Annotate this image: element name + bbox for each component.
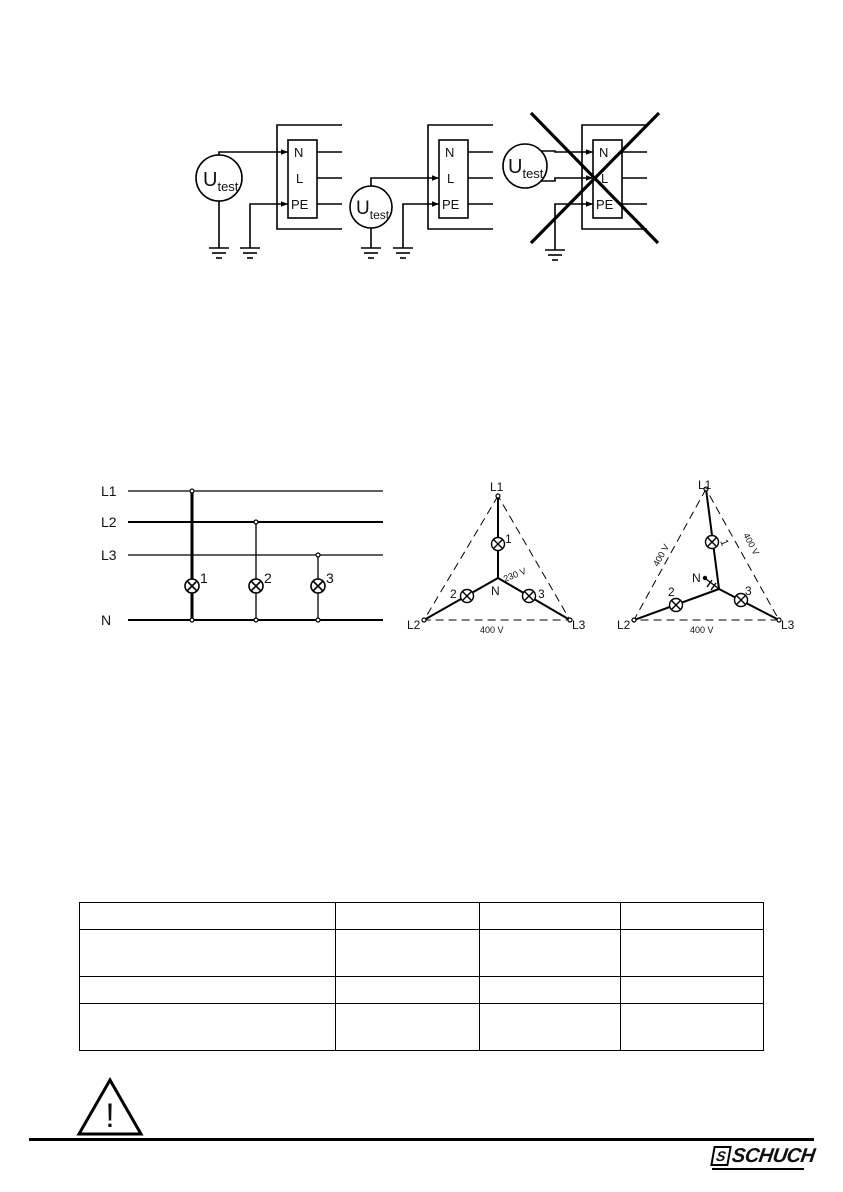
lamp-number: 2 — [668, 585, 675, 599]
vertex-dot — [632, 618, 636, 622]
vertex-dot — [422, 618, 426, 622]
line-label-l1: L1 — [101, 483, 117, 499]
vertex-dot — [496, 494, 500, 498]
source-label: Utest — [508, 156, 544, 181]
table-cell — [80, 930, 336, 977]
line-label-l2: L2 — [101, 514, 117, 530]
terminal-label-l: L — [296, 171, 304, 186]
table-cell — [621, 930, 764, 977]
panel-c-incorrect — [503, 113, 659, 260]
junction-dot — [254, 618, 258, 622]
neutral-label: N — [692, 571, 701, 585]
warning-icon — [76, 1077, 144, 1137]
lamp-number: 1 — [505, 532, 512, 546]
junction-dot — [316, 618, 320, 622]
line-voltage-label: 400 V — [651, 542, 672, 568]
star-diagram-balanced — [422, 494, 572, 622]
terminal-label-l: L — [447, 171, 455, 186]
table-cell — [80, 1004, 336, 1051]
lead-to-pe — [250, 204, 288, 248]
lamp-number: 3 — [745, 584, 752, 598]
terminal-label-n: N — [599, 145, 609, 160]
source-label: Utest — [203, 169, 239, 194]
lamp-number: 2 — [264, 570, 272, 586]
table-cell — [80, 903, 336, 930]
table-row — [80, 977, 764, 1004]
earth-symbol — [393, 248, 413, 258]
line-label-l3: L3 — [101, 547, 117, 563]
earth-symbol — [361, 248, 381, 258]
lamp-number: 2 — [450, 587, 457, 601]
lamp-number: 1 — [200, 570, 208, 586]
lamp-symbol — [523, 590, 536, 603]
lamp-symbol — [670, 599, 683, 612]
neutral-point-dot — [703, 576, 707, 580]
vertex-label-l1: L1 — [698, 478, 712, 492]
vertex-label-l1: L1 — [490, 480, 504, 494]
table-cell — [621, 1004, 764, 1051]
lead-to-l — [541, 178, 593, 181]
lamp-symbol — [492, 538, 505, 551]
test-connection-labels — [203, 145, 614, 222]
terminal-label-l: L — [601, 171, 609, 186]
table-cell — [336, 930, 480, 977]
vertex-label-l2: L2 — [617, 618, 631, 632]
lamp-number: 3 — [326, 570, 334, 586]
brand-logo-mark: S — [710, 1146, 732, 1166]
table-cell — [336, 903, 480, 930]
terminal-label-n: N — [445, 145, 455, 160]
line-label-n: N — [101, 612, 112, 628]
vertex-label-l3: L3 — [781, 618, 795, 632]
table-cell — [480, 977, 621, 1004]
terminal-label-pe: PE — [596, 197, 614, 212]
lead-to-pe — [403, 204, 439, 248]
panel-b-correct — [350, 125, 493, 258]
lamp-number: 3 — [538, 587, 545, 601]
neutral-label: N — [491, 584, 500, 598]
table-cell — [80, 977, 336, 1004]
junction-dot — [190, 618, 194, 622]
table-cell — [480, 903, 621, 930]
junction-dot — [190, 489, 194, 493]
phase-voltage-label: 230 V — [502, 565, 528, 584]
terminal-label-pe: PE — [291, 197, 309, 212]
line-voltage-label: 400 V — [690, 625, 714, 635]
warning-exclamation: ! — [105, 1097, 115, 1135]
lamp-symbol — [185, 579, 199, 593]
table-cell — [336, 1004, 480, 1051]
footer-rule — [29, 1138, 814, 1141]
table-cell — [336, 977, 480, 1004]
star-diagram-shifted — [632, 487, 781, 622]
lamp-symbol — [311, 579, 325, 593]
terminal-label-pe: PE — [442, 197, 460, 212]
table-cell — [621, 903, 764, 930]
earth-symbol — [209, 248, 229, 258]
lamp-symbol — [461, 590, 474, 603]
source-label: Utest — [356, 198, 390, 222]
table-row — [80, 930, 764, 977]
test-connection-figure — [196, 113, 659, 260]
lamp-wiring-diagram — [128, 489, 383, 622]
table-cell — [621, 977, 764, 1004]
vertex-label-l2: L2 — [407, 618, 421, 632]
lamp-symbol — [706, 536, 719, 549]
earth-symbol — [545, 250, 565, 260]
table-cell — [480, 1004, 621, 1051]
table-cell — [480, 930, 621, 977]
data-table — [79, 902, 764, 1051]
line-voltage-label: 400 V — [480, 625, 504, 635]
table-row — [80, 903, 764, 930]
junction-dot — [254, 520, 258, 524]
lamp-symbol — [249, 579, 263, 593]
vertex-label-l3: L3 — [572, 618, 586, 632]
star-diagram-shifted-labels — [617, 478, 795, 635]
star-diagram-balanced-labels — [407, 480, 586, 635]
brand-logo-text: SCHUCH — [730, 1144, 817, 1167]
line-voltage-label: 400 V — [741, 531, 762, 557]
earth-symbol — [240, 248, 260, 258]
brand-logo — [712, 1145, 815, 1167]
brand-logo-underline — [712, 1168, 804, 1170]
table-row — [80, 1004, 764, 1051]
junction-dot — [316, 553, 320, 557]
terminal-label-n: N — [294, 145, 304, 160]
lamp-number: 1 — [717, 537, 731, 548]
